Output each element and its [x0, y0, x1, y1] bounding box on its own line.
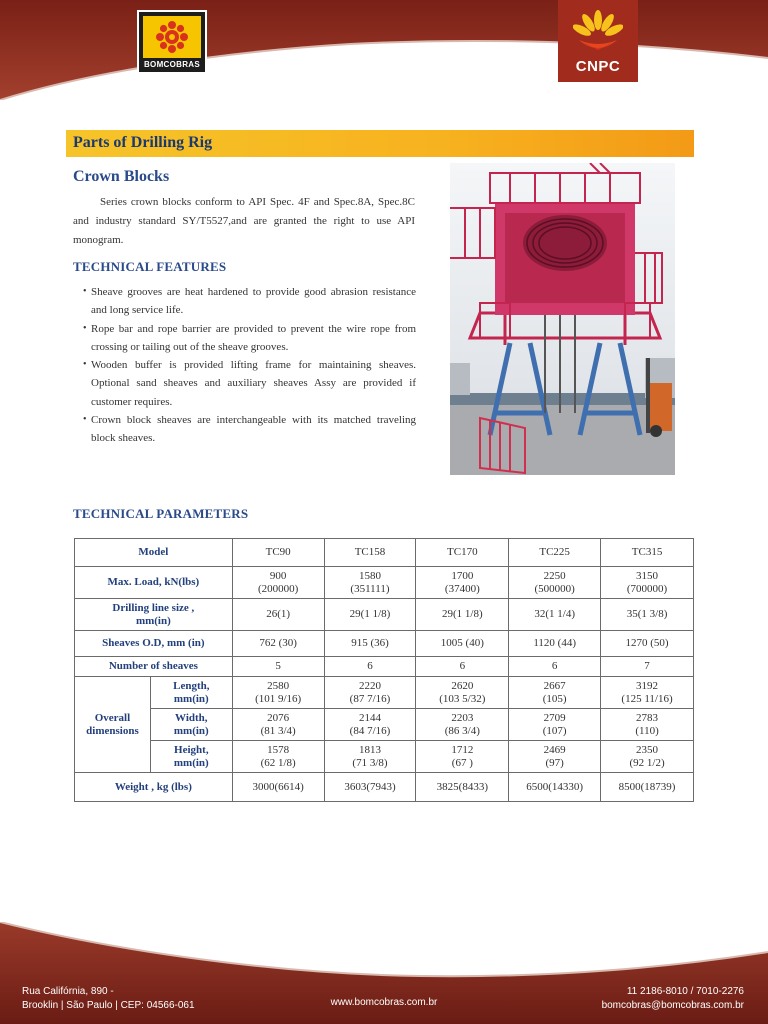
table-cell: 900 (200000) [232, 567, 324, 599]
table-cell: 7 [601, 657, 694, 677]
model-label: Model [75, 539, 233, 567]
number-of-sheaves-label: Number of sheaves [75, 657, 233, 677]
table-cell: 3000(6614) [232, 773, 324, 802]
height-label: Height, mm(in) [150, 741, 232, 773]
feature-item: • Rope bar and rope barrier are provided to prevent the wire rope from crossing or tailing out of the sheave grooves. [80, 320, 416, 357]
page-header [0, 0, 768, 100]
section-title: Parts of Drilling Rig [73, 134, 213, 151]
model-cell: TC170 [416, 539, 509, 567]
bomcobras-logo [137, 10, 207, 74]
technical-parameters-heading: TECHNICAL PARAMETERS [73, 506, 249, 521]
table-cell: 762 (30) [232, 631, 324, 657]
feature-item: • Crown block sheaves are interchangeable with its matched traveling block sheaves. [80, 411, 416, 448]
model-cell: TC225 [509, 539, 601, 567]
drilling-line-label: Drilling line size , mm(in) [75, 599, 233, 631]
table-cell: 29(1 1/8) [324, 599, 416, 631]
table-cell: 3192 (125 11/16) [601, 677, 694, 709]
max-load-label: Max. Load, kN(lbs) [75, 567, 233, 599]
crown-block-illustration [450, 163, 675, 475]
feature-item: • Wooden buffer is provided lifting frame for maintaining sheaves. Optional sand sheaves and auxiliary sheaves Assy are provided if customer requires. [80, 356, 416, 411]
table-cell: 1813 (71 3/8) [324, 741, 416, 773]
table-row [75, 599, 694, 631]
table-cell: 3150 (700000) [601, 567, 694, 599]
table-row [75, 657, 694, 677]
sheaves-od-label: Sheaves O.D, mm (in) [75, 631, 233, 657]
technical-features-heading: TECHNICAL FEATURES [73, 259, 227, 274]
cnpc-logo [558, 0, 638, 82]
cnpc-logo-text: CNPC [575, 58, 621, 75]
length-label: Length, mm(in) [150, 677, 232, 709]
table-cell: 1120 (44) [509, 631, 601, 657]
footer-email-link[interactable]: bomcobras@bomcobras.com.br [601, 1000, 744, 1011]
table-row [75, 631, 694, 657]
table-cell: 3603(7943) [324, 773, 416, 802]
table-cell: 6500(14330) [509, 773, 601, 802]
table-cell: 2203 (86 3/4) [416, 709, 509, 741]
table-cell: 2620 (103 5/32) [416, 677, 509, 709]
table-cell: 2350 (92 1/2) [601, 741, 694, 773]
table-cell: 1700 (37400) [416, 567, 509, 599]
technical-parameters-table [74, 538, 694, 802]
technical-features-list [80, 283, 416, 448]
table-row [75, 741, 694, 773]
table-cell: 8500(18739) [601, 773, 694, 802]
table-cell: 2783 (110) [601, 709, 694, 741]
table-cell: 32(1 1/4) [509, 599, 601, 631]
crown-blocks-intro: Series crown blocks conform to API Spec. 4F and Spec.8A, Spec.8C and industry standard SY/T5527,and are granted the right to use API monogram. [73, 196, 415, 246]
table-cell: 1580 (351111) [324, 567, 416, 599]
table-cell: 26(1) [232, 599, 324, 631]
table-row [75, 677, 694, 709]
table-cell: 1578 (62 1/8) [232, 741, 324, 773]
table-cell: 29(1 1/8) [416, 599, 509, 631]
table-row [75, 567, 694, 599]
petal-flower-icon [573, 10, 623, 56]
table-cell: 35(1 3/8) [601, 599, 694, 631]
table-row [75, 773, 694, 802]
footer-website-link[interactable]: www.bomcobras.com.br [330, 997, 438, 1008]
crown-blocks-heading: Crown Blocks [73, 168, 170, 185]
feature-item: • Sheave grooves are heat hardened to provide good abrasion resistance and long service life. [80, 283, 416, 320]
table-cell: 2220 (87 7/16) [324, 677, 416, 709]
table-cell: 915 (36) [324, 631, 416, 657]
table-cell: 2667 (105) [509, 677, 601, 709]
overall-dimensions-label: Overall dimensions [75, 677, 151, 773]
width-label: Width, mm(in) [150, 709, 232, 741]
footer-phone: 11 2186-8010 / 7010-2276 [626, 986, 744, 997]
table-cell: 1005 (40) [416, 631, 509, 657]
table-cell: 2709 (107) [509, 709, 601, 741]
table-cell: 2580 (101 9/16) [232, 677, 324, 709]
table-row [75, 709, 694, 741]
table-cell: 2144 (84 7/16) [324, 709, 416, 741]
model-cell: TC158 [324, 539, 416, 567]
table-cell: 3825(8433) [416, 773, 509, 802]
bomcobras-logo-text: BOMCOBRAS [143, 60, 201, 69]
footer-contact [602, 985, 744, 1013]
table-cell: 5 [232, 657, 324, 677]
table-cell: 2250 (500000) [509, 567, 601, 599]
weight-label: Weight , kg (lbs) [75, 773, 233, 802]
table-cell: 6 [416, 657, 509, 677]
header-swoosh [0, 0, 768, 100]
table-cell: 6 [324, 657, 416, 677]
table-cell: 6 [509, 657, 601, 677]
table-row [75, 539, 694, 567]
section-title-bar [66, 130, 694, 157]
footer-address-line: Rua Califórnia, 890 - [22, 986, 114, 997]
model-cell: TC90 [232, 539, 324, 567]
table-cell: 1270 (50) [601, 631, 694, 657]
footer-address-line: Brooklin | São Paulo | CEP: 04566-061 [22, 1000, 195, 1011]
crown-block-photo [450, 163, 675, 475]
table-cell: 2469 (97) [509, 741, 601, 773]
table-cell: 1712 (67 ) [416, 741, 509, 773]
table-cell: 2076 (81 3/4) [232, 709, 324, 741]
sun-flower-icon [152, 20, 192, 54]
model-cell: TC315 [601, 539, 694, 567]
